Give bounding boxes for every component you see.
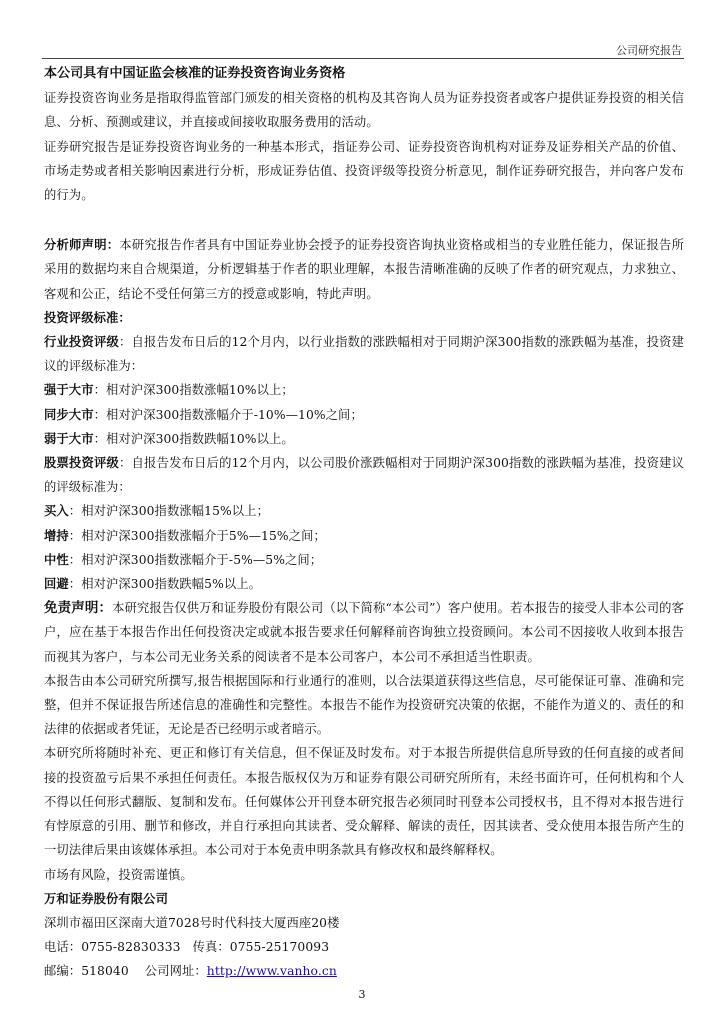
company-address: 深圳市福田区深南大道7028号时代科技大厦西座20楼	[44, 915, 340, 930]
company-name: 万和证券股份有限公司	[44, 890, 168, 906]
rating-item-text: ：相对沪深300指数涨幅介于-10%—10%之间；	[93, 407, 363, 422]
industry-rating-item	[44, 378, 684, 402]
rating-item-text: ：相对沪深300指数涨幅介于-5%—5%之间；	[68, 552, 323, 567]
disclaimer-label: 免责声明：	[44, 600, 113, 617]
website-label: 公司网址：	[144, 964, 207, 979]
stock-rating-text: ：自报告发布日后的12个月内，以公司股价涨跌幅相对于同期沪深300指数的涨跌幅为基准，投资建议的评级标准为：	[44, 456, 684, 495]
disclaimer-text-2: 本报告由本公司研究所撰写,报告根据国际和行业通行的准则，以合法渠道获得这些信息，尽可能保证可靠、准确和完整，但并不保证报告所述信息的准确性和完整性。本报告不能作为投资研究决策的依据，不能作为道义的、责任的和法律的依据或者凭证，无论是否已经明示或者暗示。	[44, 673, 684, 737]
industry-rating-text: ：自报告发布日后的12个月内，以行业指数的涨跌幅相对于同期沪深300指数的涨跌幅为基准，投资建议的评级标准为：	[44, 335, 684, 374]
industry-rating	[44, 330, 684, 378]
rating-item-label: 中性	[44, 551, 69, 567]
industry-rating-item	[44, 427, 684, 451]
rating-item-text: ：相对沪深300指数跌幅10%以上。	[93, 431, 294, 446]
rating-item-label: 弱于大市	[44, 430, 94, 446]
analyst-text: 本研究报告作者具有中国证券业协会授予的证券投资咨询执业资格或相当的专业胜任能力，保证报告所采用的数据均来自合规渠道，分析逻辑基于作者的职业理解，本报告清晰准确的反映了作者的研究观点，力求独立、客观和公正，结论不受任何第三方的授意或影响，特此声明。	[44, 238, 684, 301]
disclaimer	[44, 596, 684, 669]
section-gap	[44, 207, 684, 233]
stock-rating-item	[44, 572, 684, 596]
qualification-title: 本公司具有中国证监会核准的证券投资咨询业务资格	[44, 66, 346, 81]
fax-label: 传真：	[192, 940, 230, 955]
stock-rating-item	[44, 548, 684, 572]
rating-item-label: 回避	[44, 576, 69, 592]
rating-item-text: ：相对沪深300指数涨幅10%以上；	[93, 383, 294, 398]
rating-item-label: 买入	[44, 503, 69, 519]
risk-warning: 市场有风险，投资需谨慎。	[44, 867, 193, 882]
industry-rating-item	[44, 403, 684, 427]
analyst-statement	[44, 233, 684, 306]
rating-title: 投资评级标准：	[44, 309, 131, 325]
website-link[interactable]: http://www.vanho.cn	[206, 964, 337, 979]
company-contact	[44, 935, 684, 959]
stock-rating-item	[44, 524, 684, 548]
rating-item-text: ：相对沪深300指数跌幅5%以上。	[68, 577, 262, 592]
rating-item-text: ：相对沪深300指数涨幅介于5%—15%之间；	[68, 528, 326, 543]
stock-rating	[44, 451, 684, 499]
document-body	[44, 62, 684, 984]
disclaimer-text-1: 本研究报告仅供万和证券股份有限公司（以下简称“本公司”）客户使用。若本报告的接受人非本公司的客户，应在基于本报告作出任何投资决定或就本报告要求任何解释前咨询独立投资顾问。本公司不因接收人收到本报告而视其为客户，与本公司无业务关系的阅读者不是本公司客户，本公司不承担适当性职责。	[44, 601, 685, 664]
phone-label: 电话：	[44, 940, 82, 955]
page-number: 3	[358, 988, 366, 1001]
header-divider	[42, 58, 684, 59]
rating-item-label: 强于大市	[44, 382, 94, 398]
disclaimer-text-3: 本研究所将随时补充、更正和修订有关信息，但不保证及时发布。对于本报告所提供信息所导致的任何直接的或者间接的投资盈亏后果不承担任何责任。本报告版权仅为万和证券有限公司研究所所有，未经书面许可，任何机构和个人不得以任何形式翻版、复制和发布。任何媒体公开刊登本研究报告必须同时刊登本公司授权书，且不得对本报告进行有悖原意的引用、删节和修改，并自行承担向其读者、受众解释、解读的责任，因其读者、受众使用本报告所产生的一切法律后果由该媒体承担。本公司对于本免责申明条款具有修改权和最终解释权。	[44, 746, 684, 858]
company-post-web	[44, 959, 684, 983]
rating-item-text: ：相对沪深300指数涨幅15%以上；	[68, 504, 269, 519]
postcode: 518040	[81, 964, 129, 979]
stock-rating-item	[44, 499, 684, 523]
qualification-paragraph-1: 证券投资咨询业务是指取得监管部门颁发的相关资格的机构及其咨询人员为证券投资者或客户提供证券投资的相关信息、分析、预测或建议，并直接或间接收取服务费用的活动。	[44, 91, 684, 130]
analyst-label: 分析师声明：	[44, 237, 120, 253]
stock-rating-label: 股票投资评级	[44, 455, 120, 471]
qualification-paragraph-2: 证券研究报告是证券投资咨询业务的一种基本形式，指证券公司、证券投资咨询机构对证券及证券相关产品的价值、市场走势或者相关影响因素进行分析，形成证券估值、投资评级等投资分析意见，制作证券研究报告，并向客户发布的行为。	[44, 139, 684, 203]
phone-number: 0755-82830333	[81, 940, 181, 955]
rating-item-label: 增持	[44, 527, 69, 543]
postcode-label: 邮编：	[44, 964, 82, 979]
header-label: 公司研究报告	[616, 44, 682, 57]
rating-item-label: 同步大市	[44, 406, 94, 422]
fax-number: 0755-25170093	[229, 940, 330, 955]
industry-rating-label: 行业投资评级	[44, 334, 120, 350]
